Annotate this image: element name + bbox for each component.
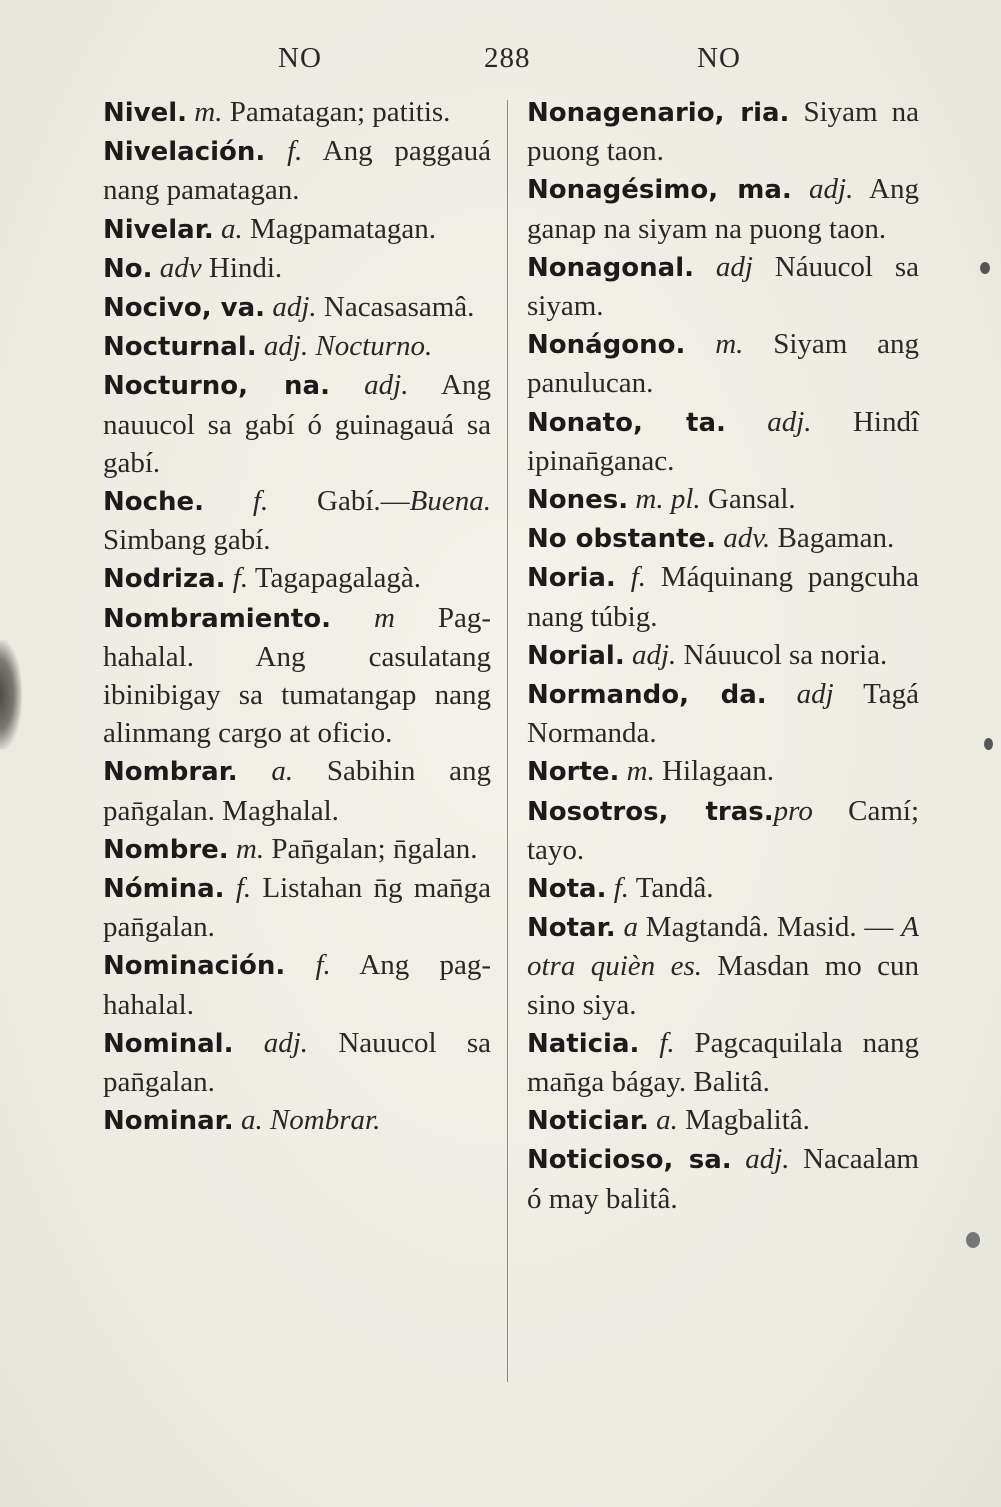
dictionary-entry — [527, 1024, 919, 1101]
definition-text: Magpamatagan. — [242, 212, 436, 245]
definition-text: Ang nauucol sa gabí ó guinagauá sa gabí. — [103, 369, 491, 479]
abbreviation: a — [623, 911, 638, 944]
abbreviation: adj. — [631, 638, 677, 671]
headword: Noticioso, sa. — [527, 1145, 732, 1176]
abbreviation: f. — [287, 135, 303, 168]
running-header — [0, 42, 1001, 86]
definition-text — [233, 1027, 263, 1059]
definition-text: Ang paggauá nang pamatagan. — [103, 135, 491, 207]
definition-text: Siyam ang panulucan. — [527, 328, 919, 400]
dictionary-entry — [527, 1101, 919, 1140]
definition-text — [263, 1104, 270, 1136]
abbreviation: m. — [194, 96, 223, 128]
dictionary-entry — [527, 869, 919, 908]
definition-text: Náuucol sa noria. — [676, 638, 888, 671]
headword: Nivelación. — [103, 137, 266, 168]
abbreviation: f. — [659, 1026, 675, 1059]
abbreviation: f. — [630, 561, 646, 594]
abbreviation: adj. — [767, 405, 812, 438]
dictionary-entry — [527, 170, 919, 247]
definition-text: Ang paghahalal. — [103, 949, 492, 1021]
column-divider — [507, 100, 508, 1382]
headword: Nonagésimo, ma. — [527, 175, 792, 206]
definition-text — [619, 755, 626, 787]
definition-text: Máquinang pangcuha nang túbig. — [527, 561, 920, 633]
headword: No obstante. — [527, 524, 717, 555]
abbreviation: f. — [235, 872, 252, 905]
definition-text: Hindî ipinan̄ganac. — [527, 405, 919, 477]
definition-text: Magbalitâ. — [677, 1104, 810, 1137]
dictionary-entry — [103, 599, 491, 753]
definition-text: Pan̄galan; n̄galan. — [264, 832, 478, 865]
definition-text: Sabihin ang pan̄galan. Maghalal. — [103, 755, 491, 827]
definition-text: Tandâ. — [629, 872, 714, 905]
abbreviation: m. — [715, 328, 744, 361]
definition-text — [204, 485, 253, 517]
dictionary-entry — [527, 403, 919, 480]
headword: Nombrar. — [103, 757, 238, 788]
definition-text — [257, 330, 264, 362]
abbreviation: f. — [315, 949, 331, 982]
definition-text — [238, 755, 272, 787]
abbreviation: adv. — [723, 522, 771, 555]
abbreviation: adj — [796, 678, 834, 711]
headword: Nivel. — [103, 98, 188, 128]
dictionary-entry — [103, 327, 491, 366]
abbreviation: adj. — [809, 173, 854, 206]
definition-text: Masdan mo cun sino siya. — [527, 950, 919, 1021]
headword: Nosotros, tras. — [527, 796, 774, 827]
definition-text: Magtandâ. Masid. — — [637, 911, 902, 944]
headword: Naticia. — [527, 1028, 640, 1059]
abbreviation: adj. Nocturno. — [263, 330, 433, 363]
abbreviation: a. — [271, 755, 294, 788]
headword: Nones. — [527, 485, 629, 516]
left-column — [103, 93, 491, 1140]
abbreviation: Buena. — [409, 485, 491, 518]
definition-text — [214, 213, 221, 245]
definition-text: Pamatagan; patitis. — [222, 96, 451, 128]
headword: Nómina. — [103, 874, 225, 905]
headword: Noche. — [103, 487, 205, 518]
definition-text: Hindi. — [201, 251, 283, 284]
dictionary-entry — [103, 559, 491, 598]
definition-text: Siyam na puong taon. — [527, 96, 919, 168]
dictionary-entry — [103, 482, 491, 559]
definition-text: Nacaalam ó may balitâ. — [527, 1143, 919, 1215]
headword: Normando, da. — [527, 680, 767, 711]
abbreviation: adv — [159, 251, 202, 284]
definition-text: Bagaman. — [770, 522, 895, 555]
definition-text — [694, 251, 716, 283]
definition-text — [685, 328, 715, 360]
definition-text — [285, 949, 315, 981]
definition-text: Camí; tayo. — [527, 794, 919, 866]
headword: Nocturno, na. — [103, 371, 330, 402]
headword: Nonagonal. — [527, 252, 694, 283]
abbreviation: f. — [252, 485, 269, 518]
definition-text — [225, 872, 236, 904]
headword: Nonágono. — [527, 330, 686, 361]
abbreviation: adj — [715, 250, 753, 283]
abbreviation: adj. — [272, 291, 317, 324]
dictionary-entry — [527, 792, 919, 869]
definition-text: Nacasasamâ. — [316, 291, 475, 324]
headword: Nota. — [527, 874, 607, 905]
dictionary-entry — [527, 480, 919, 519]
ink-spot — [966, 1232, 980, 1248]
definition-text — [616, 561, 631, 593]
dictionary-entry — [527, 519, 919, 558]
definition-text: Gansal. — [700, 483, 796, 516]
dictionary-entry — [103, 830, 491, 869]
headword: Nominación. — [103, 951, 286, 982]
definition-text: Hilagaan. — [654, 755, 775, 788]
abbreviation: A otra quièn es. — [527, 911, 919, 983]
definition-text — [792, 173, 809, 205]
ink-spot — [984, 738, 993, 750]
headword: Nombramiento. — [103, 603, 332, 634]
definition-text: Tagá Normanda. — [527, 678, 920, 750]
headword: Noria. — [527, 563, 616, 594]
headword: Norte. — [527, 757, 620, 788]
dictionary-entry — [527, 752, 919, 791]
headword: Nominal. — [103, 1028, 234, 1059]
definition-text — [265, 135, 287, 167]
headword: Nocivo, va. — [103, 293, 266, 324]
dictionary-entry — [527, 908, 919, 1024]
abbreviation: f. — [613, 872, 630, 905]
dictionary-entry — [103, 132, 491, 209]
dictionary-entry — [103, 249, 491, 288]
dictionary-entry — [527, 636, 919, 675]
definition-text — [767, 678, 797, 710]
abbreviation: adj. — [263, 1026, 309, 1059]
definition-text: Listahan n̄g man̄ga pan̄galan. — [103, 872, 491, 944]
dictionary-entry — [103, 1024, 491, 1101]
header-right-guide-word: NO — [697, 42, 741, 74]
definition-text — [229, 833, 236, 865]
headword: Nodriza. — [103, 564, 226, 595]
definition-text — [226, 562, 233, 594]
headword: No. — [103, 253, 153, 284]
definition-text — [330, 369, 364, 401]
right-column — [527, 93, 919, 1218]
definition-text — [649, 1104, 656, 1136]
headword: Noticiar. — [527, 1106, 649, 1137]
dictionary-entry — [527, 325, 919, 402]
definition-text: Paghahalal. Ang casulatang ibinibigay sa tumatangap nang alinmang cargo at oficio. — [103, 601, 492, 750]
dictionary-entry — [527, 1140, 919, 1217]
headword: Norial. — [527, 640, 625, 671]
abbreviation: a. — [656, 1104, 678, 1137]
dictionary-entry — [527, 248, 919, 325]
page-number: 288 — [484, 42, 531, 74]
definition-text — [234, 1104, 241, 1136]
dictionary-entry — [103, 288, 491, 327]
definition-text — [331, 602, 374, 634]
definition-text — [732, 1143, 746, 1175]
dictionary-entry — [527, 93, 919, 170]
headword: Nonato, ta. — [527, 407, 726, 438]
definition-text — [606, 872, 613, 904]
headword: Nocturnal. — [103, 332, 257, 363]
definition-text: Simbang gabí. — [103, 524, 271, 557]
definition-text — [153, 252, 160, 284]
headword: Nombre. — [103, 834, 229, 865]
thumb-smudge — [0, 640, 22, 750]
abbreviation: m. pl. — [635, 483, 701, 516]
abbreviation: a. — [220, 212, 243, 245]
headword: Notar. — [527, 913, 616, 944]
dictionary-entry — [103, 869, 491, 946]
dictionary-entry — [103, 366, 491, 482]
definition-text — [639, 1027, 659, 1059]
definition-text: Ang ganap na siyam na puong taon. — [527, 173, 919, 245]
ink-spot — [980, 262, 990, 274]
abbreviation: adj. — [364, 369, 409, 402]
definition-text: Gabí.— — [268, 485, 410, 518]
dictionary-entry — [103, 93, 491, 132]
definition-text: Náuucol sa siyam. — [527, 250, 919, 323]
dictionary-entry — [527, 558, 919, 635]
headword: Nonagenario, ria. — [527, 98, 790, 128]
headword: Nominar. — [103, 1106, 234, 1137]
header-left-guide-word: NO — [278, 42, 322, 74]
abbreviation: m — [373, 601, 395, 634]
dictionary-entry — [103, 210, 491, 249]
dictionary-entry — [527, 675, 919, 752]
abbreviation: m. — [235, 832, 265, 865]
abbreviation: Nombrar. — [269, 1104, 381, 1137]
abbreviation: f. — [232, 562, 249, 595]
definition-text — [625, 639, 632, 671]
abbreviation: adj. — [745, 1143, 790, 1176]
definition-text: Nauucol sa pan̄galan. — [103, 1026, 491, 1099]
definition-text: Tagapagalagà. — [248, 562, 422, 595]
dictionary-entry — [103, 752, 491, 829]
dictionary-entry — [103, 1101, 491, 1140]
definition-text — [726, 406, 767, 438]
abbreviation: m. — [626, 755, 655, 788]
definition-text: Pagcaquilala nang man̄ga bágay. Balitâ. — [527, 1026, 920, 1099]
abbreviation: a. — [240, 1104, 263, 1137]
dictionary-entry — [103, 946, 491, 1023]
abbreviation: pro — [773, 794, 813, 827]
headword: Nivelar. — [103, 214, 214, 245]
